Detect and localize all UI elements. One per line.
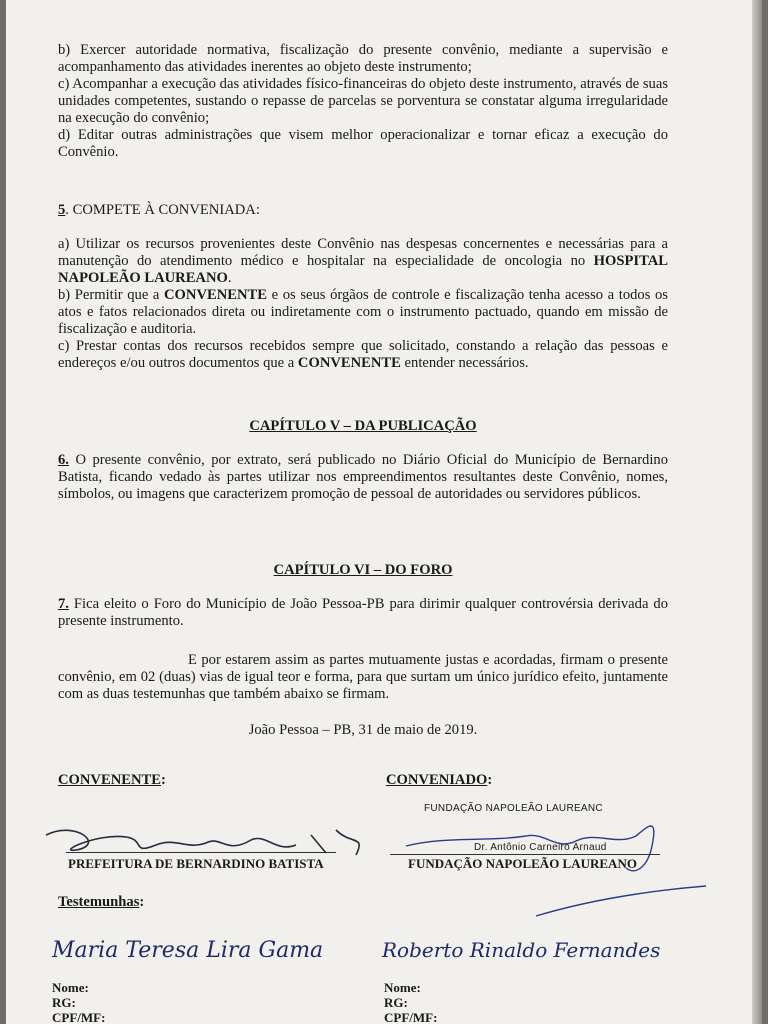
witness1-cpf-label: CPF/MF: [52,1010,106,1024]
conveniado-signer: Dr. Antônio Carneiro Arnaud [474,842,607,853]
section5-items [58,236,668,372]
section5-number: 5 [58,202,66,218]
section4-items [58,42,668,161]
section5-item-c: c) Prestar contas dos recursos recebidos sempre que solicitado, constando a relação das pessoas e endereços e/ou outros documentos que a CONVENENTE entender necessários. [58,338,668,371]
witness2-signature: Roberto Rinaldo Fernandes [382,938,661,962]
witness1-rg-label: RG: [52,995,76,1010]
chapter5-paragraph: 6. O presente convênio, por extrato, será publicado no Diário Oficial do Município de Bernardino Batista, ficando vedado às partes utilizar nos empreendimentos resultantes deste Convênio, nomes, símbolos, ou imagens que caracterizem promoção de pessoal de autoridades ou servidores públicos. [58,452,668,502]
witness2-nome-label: Nome: [384,980,421,995]
conveniado-label: CONVENIADO: [386,772,493,788]
page-edge-shadow [752,0,762,1024]
section4-item-d: d) Editar outras administrações que visem melhor operacionalizar e tornar eficaz a execução do Convênio. [58,127,668,160]
section4-item-b: b) Exercer autoridade normativa, fiscalização do presente convênio, mediante a supervisão e acompanhamento das atividades inerentes ao objeto deste instrumento; [58,42,668,75]
section5-item-a: a) Utilizar os recursos provenientes deste Convênio nas despesas concernentes e necessárias para a manutenção do atendimento médico e hospitalar na especialidade de oncologia no HOSPITAL NAPOLEÃO LAUREANO. [58,236,668,286]
witness2-rg-label: RG: [384,995,408,1010]
closing-paragraph: E por estarem assim as partes mutuamente justas e acordadas, firmam o presente convênio, em 02 (duas) vias de igual teor e forma, para que surtam um único jurídico efeito, juntamente com as duas testemunhas que também abaixo se firmam. [58,652,668,702]
section5-heading [58,202,668,219]
chapter6-title: CAPÍTULO VI – DO FORO [273,562,453,578]
chapter5-title: CAPÍTULO V – DA PUBLICAÇÃO [249,418,477,434]
witnesses-label: Testemunhas: [58,894,145,910]
closing-date: João Pessoa – PB, 31 de maio de 2019. [248,722,478,738]
conveniado-sig-line [390,854,660,855]
conveniado-stamp: FUNDAÇÃO NAPOLEÃO LAUREANC [424,803,603,814]
chapter6-paragraph: 7. Fica eleito o Foro do Município de João Pessoa-PB para dirimir qualquer controvérsia derivada do presente instrumento. [58,596,668,629]
document-page [6,0,762,1024]
witness1-signature: Maria Teresa Lira Gama [52,938,324,963]
section5-item-b: b) Permitir que a CONVENENTE e os seus órgãos de controle e fiscalização tenha acesso a todos os atos e fatos relacionados direta ou indiretamente com o instrumento pactuado, quando em missão de fiscalização e auditoria. [58,287,668,337]
convenente-name: PREFEITURA DE BERNARDINO BATISTA [68,856,324,871]
witness1-nome-label: Nome: [52,980,89,995]
clause-6-number: 6. [58,452,69,468]
conveniado-name: FUNDAÇÃO NAPOLEÃO LAUREANO [408,856,637,871]
section5-title: . COMPETE À CONVENIADA: [65,202,260,218]
clause-7-number: 7. [58,596,69,612]
convenente-sig-line [66,852,336,853]
convenente-label: CONVENENTE: [58,772,166,788]
section4-item-c: c) Acompanhar a execução das atividades físico-financeiras do objeto deste instrumento, através de suas unidades competentes, sustando o repasse de parcelas se porventura se constatar alguma irregularidade na execução do convênio; [58,76,668,126]
witness2-cpf-label: CPF/MF: [384,1010,438,1024]
